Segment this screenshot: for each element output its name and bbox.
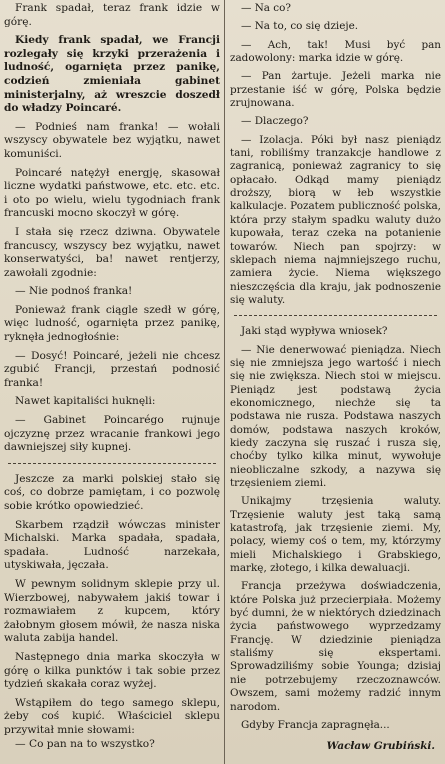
section-divider bbox=[8, 463, 216, 464]
paragraph: Poincaré natężył energję, skasował liczne wydatki państwowe, etc. etc. etc. i oto po wielu, wielu tygodniach frank francuski mocno skoczył w górę. bbox=[4, 166, 220, 220]
left-column bbox=[4, 2, 220, 751]
paragraph: — Dosyć! Poincaré, jeżeli nie chcesz zgubić Francji, przestań podnosić franka! bbox=[4, 349, 220, 389]
right-column bbox=[230, 2, 441, 754]
paragraph: Skarbem rządził wówczas minister Michalski. Marka spadała, spadała, spadała. Ludność narzekała, utyskiwała, jęczała. bbox=[4, 518, 220, 572]
paragraph: — Dlaczego? bbox=[241, 115, 309, 128]
paragraph: — Nie podnoś franka! bbox=[15, 285, 133, 298]
column-rule bbox=[224, 0, 225, 764]
paragraph: — Na to, co się dzieje. bbox=[241, 20, 359, 33]
paragraph: Wstąpiłem do tego samego sklepu, żeby coś kupić. Właściciel sklepu przywitał mnie słowami: bbox=[4, 696, 220, 736]
paragraph: Nawet kapitaliści huknęli: bbox=[15, 395, 156, 408]
paragraph: — Nie denerwować pieniądza. Niech się nie zmniejsza jego wartość i niech się nie zwiększa. Niech stoi w miejscu. Pieniądz jest podstawą życia ekonomicznego, niechże się ta podstawa nie rusza. Podstawa naszych domów, podstawa naszych kroków, kiedy zaczyna się ruszać i rusza się, choćby tylko kilka minut, wywołuje nieobliczalne szkody, a nazywa się trzęsieniem ziemi. bbox=[230, 343, 441, 489]
paragraph: Ponieważ frank ciągle szedł w górę, więc ludność, ogarnięta przez panikę, ryknęła jednogłośnie: bbox=[4, 303, 220, 344]
paragraph: Jaki stąd wypływa wniosek? bbox=[241, 325, 388, 338]
paragraph: — Na co? bbox=[241, 2, 291, 14]
paragraph: — Pan żartuje. Jeżeli marka nie przestanie iść w górę, Polska będzie zrujnowana. bbox=[230, 70, 441, 110]
paragraph: I stała się rzecz dziwna. Obywatele francuscy, wszyscy bez wyjątku, nawet konserwatyści, ba! nawet rentjerzy, zawołali zgodnie: bbox=[4, 225, 220, 279]
paragraph: Następnego dnia marka skoczyła w górę o kilka punktów i tak sobie przez tydzień skakała coraz wyżej. bbox=[4, 650, 220, 691]
paragraph: — Izolacja. Póki był nasz pieniądz tani, robiliśmy tranzakcje handlowe z zagranicą, ponieważ zagranicy to się opłacało. Odkąd mamy pieniądz droższy, biorą w łeb wszystkie kalkulacje. Pozatem publiczność polska, która przy stałym spadku waluty dużo kupowała, teraz czeka na potanienie towarów. Niech pan spojrzy: w sklepach niema najmniejszego ruchu, zamiera życie. Niema większego nieszczęścia dla kraju, jak podnoszenie się waluty. bbox=[230, 133, 441, 306]
paragraph: Kiedy frank spadał, we Francji rozlegały się krzyki przerażenia i ludność, ogarnięta przez panikę, codzień zmieniała gabinet ministerjalny, aż wreszcie doszedł do władzy Poincaré. bbox=[4, 34, 220, 115]
author-signature: Wacław Grubiński. bbox=[326, 740, 435, 753]
paragraph: Francja przeżywa doświadczenia, które Polska już przecierpiała. Możemy być dumni, że w niektórych dziedzinach życia państwowego wyprzedzamy Francję. W dziedzinie pieniądza staliśmy się ekspertami. Sprowadziliśmy sobie Younga; dzisiaj nie potrzebujemy rzeczoznawców. Owszem, sami możemy radzić innym narodom. bbox=[230, 580, 441, 713]
paragraph: — Gabinet Poincarégo rujnuje ojczyznę przez wracanie frankowi jego dawniejszej siły kupnej. bbox=[4, 414, 220, 454]
paragraph: — Podnieś nam franka! — wołali wszyscy obywatele bez wyjątku, nawet komuniści. bbox=[4, 120, 220, 160]
section-divider bbox=[234, 315, 437, 316]
paragraph: W pewnym solidnym sklepie przy ul. Wierzbowej, nabywałem jakiś towar i rozmawiałem z kupcem, który żałobnym głosem mówił, że nasza niska waluta zabija handel. bbox=[4, 577, 220, 645]
paragraph: Frank spadał, teraz frank idzie w górę. bbox=[4, 2, 220, 28]
paragraph: Unikajmy trzęsienia waluty. Trzęsienie waluty jest taką samą katastrofą, jak trzęsienie ziemi. My, polacy, wiemy coś o tem, my, którzymy mieli Michalskiego i Grabskiego, markę, złotego, i kilka dewaluacji. bbox=[230, 495, 441, 575]
paragraph: Gdyby Francja zapragnęła... bbox=[241, 718, 390, 731]
paragraph: — Co pan na to wszystko? bbox=[15, 737, 155, 750]
paragraph: Jeszcze za marki polskiej stało się coś, co dobrze pamiętam, i co pozwolę sobie krótko opowiedzieć. bbox=[4, 472, 220, 512]
paragraph: — Ach, tak! Musi być pan zadowolony: marka idzie w górę. bbox=[230, 38, 441, 65]
